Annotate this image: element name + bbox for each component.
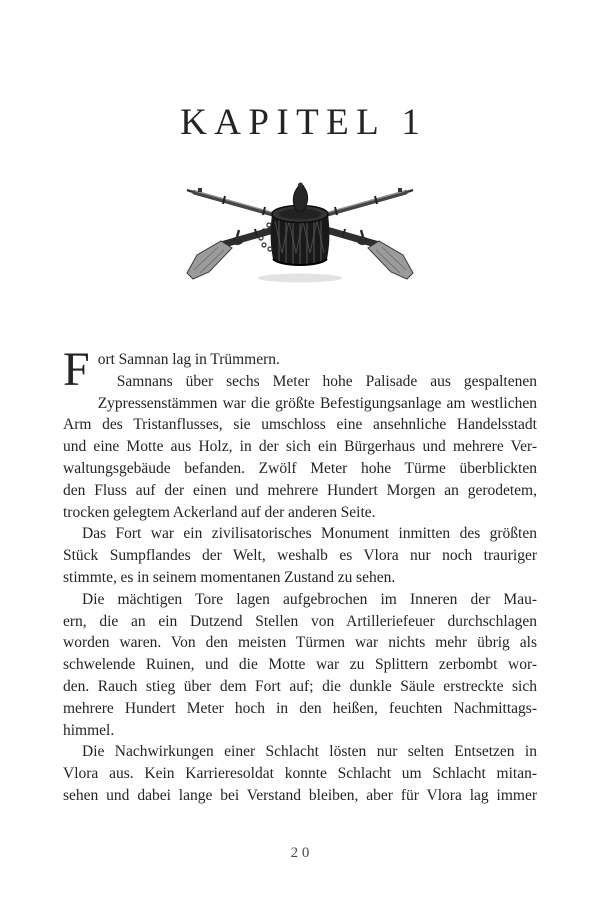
plume-icon [293,183,307,212]
text-line: ort Samnan lag in Trümmern. [97,351,280,368]
text-line: Samnans über sechs Meter hohe Palisade aus gespaltenen [116,372,537,390]
page-number: 20 [290,845,314,861]
text-line: himmel. [63,721,115,739]
text-line: Vlora aus. Kein Karrieresoldat konnte Schlacht um Schlacht mitan- [63,765,537,783]
text-line: Das Fort war ein zivilisatorisches Monument inmitten des größten [82,525,537,543]
text-line: schwelende Ruinen, und die Motte war zu Splittern zerbombt wor- [63,656,537,674]
body-text [63,343,537,807]
ornament-shadow [258,274,342,283]
text-line: sehen und dabei lange bei Verstand bleiben, aber für Vlora lag immer [63,786,537,804]
text-line: stimmte, es in seinem momentanen Zustand zu sehen. [63,568,396,586]
text-line: trocken gelegtem Ackerland auf der anderen Seite. [63,503,376,521]
text-line: Die Nachwirkungen einer Schlacht lösten nur selten Entsetzen in [82,743,537,761]
drum-icon [271,206,330,266]
chapter-heading: KAPITEL 1 [180,102,428,143]
text-line: den. Rauch stieg über dem Fort auf; die dunkle Säule erstreckte sich [63,677,537,695]
crossed-muskets-drum-ornament [185,181,415,285]
text-line: waltungsgebäude befanden. Zwölf Meter hohe Türme überblickten [63,459,537,477]
text-line: Arm des Tristanflusses, sie umschloss eine ansehnliche Handelsstadt [63,416,537,434]
text-line: worden waren. Von den meisten Türmen war nichts mehr übrig als [63,634,537,652]
drop-cap: F [63,343,90,396]
text-line: mehrere Hundert Meter hoch in den heißen, feuchten Nachmittags- [63,699,537,717]
text-line: Stück Sumpflandes der Welt, weshalb es Vlora nur noch trauriger [63,547,537,565]
text-lines-container [63,343,537,807]
text-line: den Fluss auf der einen und mehrere Hundert Morgen an gerodetem, [63,481,537,499]
text-line: Zypressenstämmen war die größte Befestigungsanlage am westlichen [97,394,537,412]
text-line: Die mächtigen Tore lagen aufgebrochen im Inneren der Mau- [82,590,537,608]
text-line: und eine Motte aus Holz, in der sich ein Bürgerhaus und mehrere Ver- [63,438,537,456]
text-line: ern, die an ein Dutzend Stellen von Artilleriefeuer durchschlagen [63,612,537,630]
